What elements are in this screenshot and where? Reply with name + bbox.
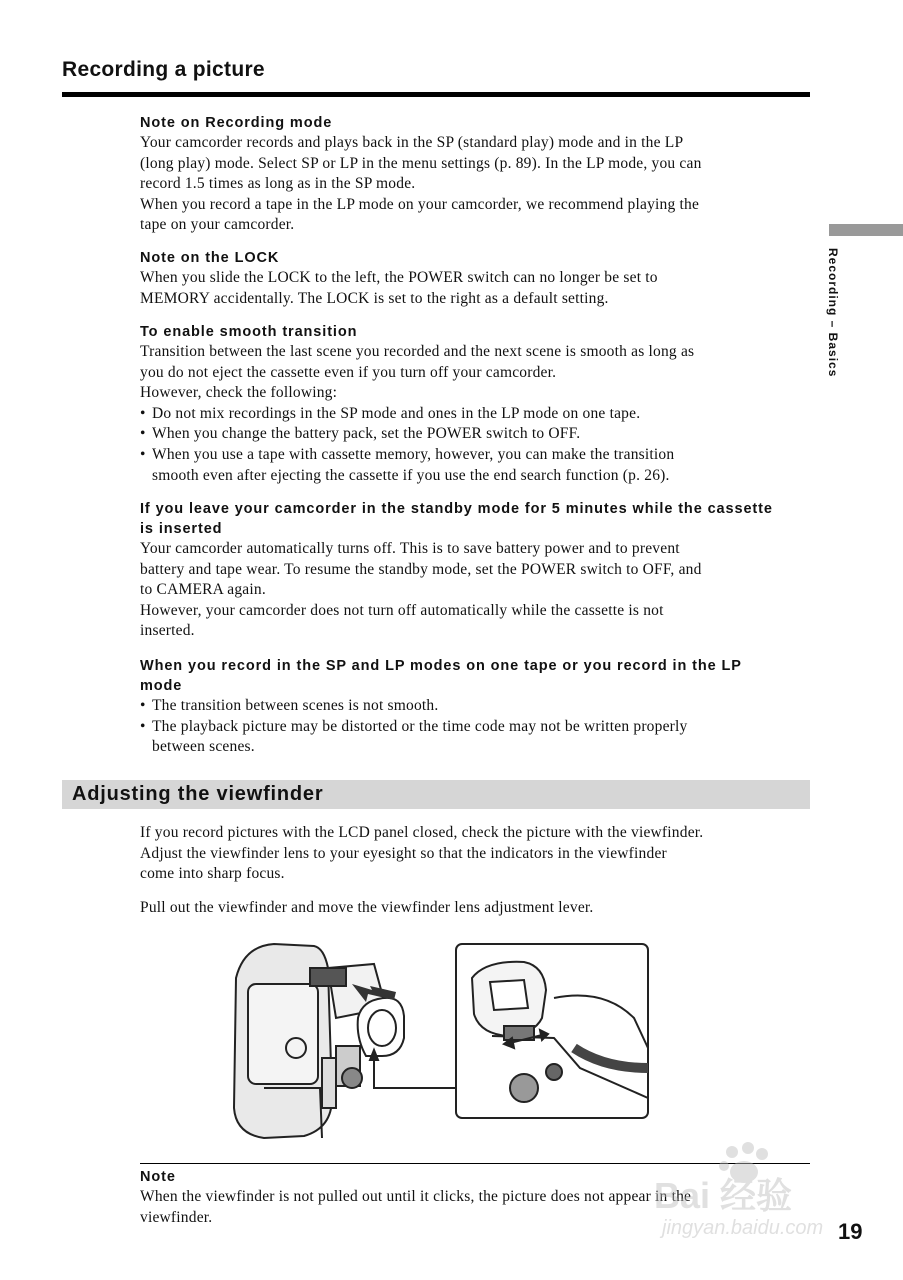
section-recording-mode bbox=[140, 113, 812, 236]
note-heading: Note bbox=[140, 1169, 176, 1185]
section-line: Transition between the last scene you recorded and the next scene is smooth as long as bbox=[140, 343, 695, 360]
section-heading: If you leave your camcorder in the standby mode for 5 minutes while the cassette bbox=[140, 501, 773, 517]
bullet-item: • The playback picture may be distorted or the time code may not be written properly between scenes. bbox=[140, 717, 688, 756]
watermark-brand: Bai 经验 bbox=[654, 1175, 793, 1216]
camcorder-icon bbox=[234, 944, 404, 1138]
viewfinder-instruction: Pull out the viewfinder and move the viewfinder lens adjustment lever. bbox=[140, 899, 594, 916]
paragraph-line: Adjust the viewfinder lens to your eyesight so that the indicators in the viewfinder bbox=[140, 844, 667, 862]
section-heading: To enable smooth transition bbox=[140, 324, 358, 340]
note-line: viewfinder. bbox=[140, 1208, 213, 1226]
page-number: 19 bbox=[838, 1219, 863, 1244]
bullet-item: • When you use a tape with cassette memory, however, you can make the transition smooth even after ejecting the cassette if you use the end search function (p. 26). bbox=[140, 445, 675, 484]
viewfinder-intro bbox=[140, 823, 812, 885]
section-line: However, check the following: bbox=[140, 384, 338, 402]
bullet-item: • When you change the battery pack, set the POWER switch to OFF. bbox=[140, 425, 581, 443]
section-line: record 1.5 times as long as in the SP mode. bbox=[140, 175, 416, 193]
section-line: inserted. bbox=[140, 622, 195, 640]
section-line: (long play) mode. Select SP or LP in the menu settings (p. 89). In the LP mode, you can bbox=[140, 154, 702, 172]
section-title: Adjusting the viewfinder bbox=[72, 783, 324, 805]
bullet-item: • The transition between scenes is not smooth. bbox=[140, 697, 439, 714]
watermark-url: jingyan.baidu.com bbox=[662, 1217, 824, 1239]
section-heading: mode bbox=[140, 678, 183, 694]
section-line: battery and tape wear. To resume the standby mode, set the POWER switch to OFF, and bbox=[140, 560, 702, 578]
paragraph-line: come into sharp focus. bbox=[140, 865, 285, 883]
section-standby bbox=[140, 499, 812, 642]
note-line: When the viewfinder is not pulled out until it clicks, the picture does not appear in the bbox=[140, 1188, 692, 1205]
section-lock bbox=[140, 248, 812, 309]
page-title: Recording a picture bbox=[62, 58, 265, 81]
section-smooth-transition bbox=[140, 322, 812, 486]
section-line: MEMORY accidentally. The LOCK is set to the right as a default setting. bbox=[140, 289, 609, 307]
side-tab-label: Recording – Basics bbox=[826, 248, 840, 378]
section-line: to CAMERA again. bbox=[140, 581, 266, 599]
section-heading: When you record in the SP and LP modes on one tape or you record in the LP bbox=[140, 658, 742, 674]
section-line: However, your camcorder does not turn off automatically while the cassette is not bbox=[140, 601, 664, 619]
section-line: Your camcorder automatically turns off. This is to save battery power and to prevent bbox=[140, 540, 680, 557]
baidu-watermark bbox=[640, 1140, 855, 1240]
section-line: tape on your camcorder. bbox=[140, 216, 295, 234]
title-rule bbox=[62, 92, 810, 97]
section-line: When you record a tape in the LP mode on your camcorder, we recommend playing the bbox=[140, 195, 700, 213]
section-heading: Note on the LOCK bbox=[140, 250, 280, 266]
section-line: you do not eject the cassette even if you turn off your camcorder. bbox=[140, 363, 557, 381]
section-line: When you slide the LOCK to the left, the POWER switch can no longer be set to bbox=[140, 269, 658, 286]
camcorder-illustration bbox=[224, 938, 654, 1150]
paragraph-line: If you record pictures with the LCD panel closed, check the picture with the viewfinder. bbox=[140, 824, 704, 841]
bullet-item: • Do not mix recordings in the SP mode and ones in the LP mode on one tape. bbox=[140, 404, 641, 422]
section-sp-lp bbox=[140, 656, 812, 758]
section-heading: Note on Recording mode bbox=[140, 115, 333, 131]
section-heading: is inserted bbox=[140, 521, 223, 537]
section-line: Your camcorder records and plays back in the SP (standard play) mode and in the LP bbox=[140, 134, 684, 151]
side-tab-marker bbox=[829, 224, 903, 236]
